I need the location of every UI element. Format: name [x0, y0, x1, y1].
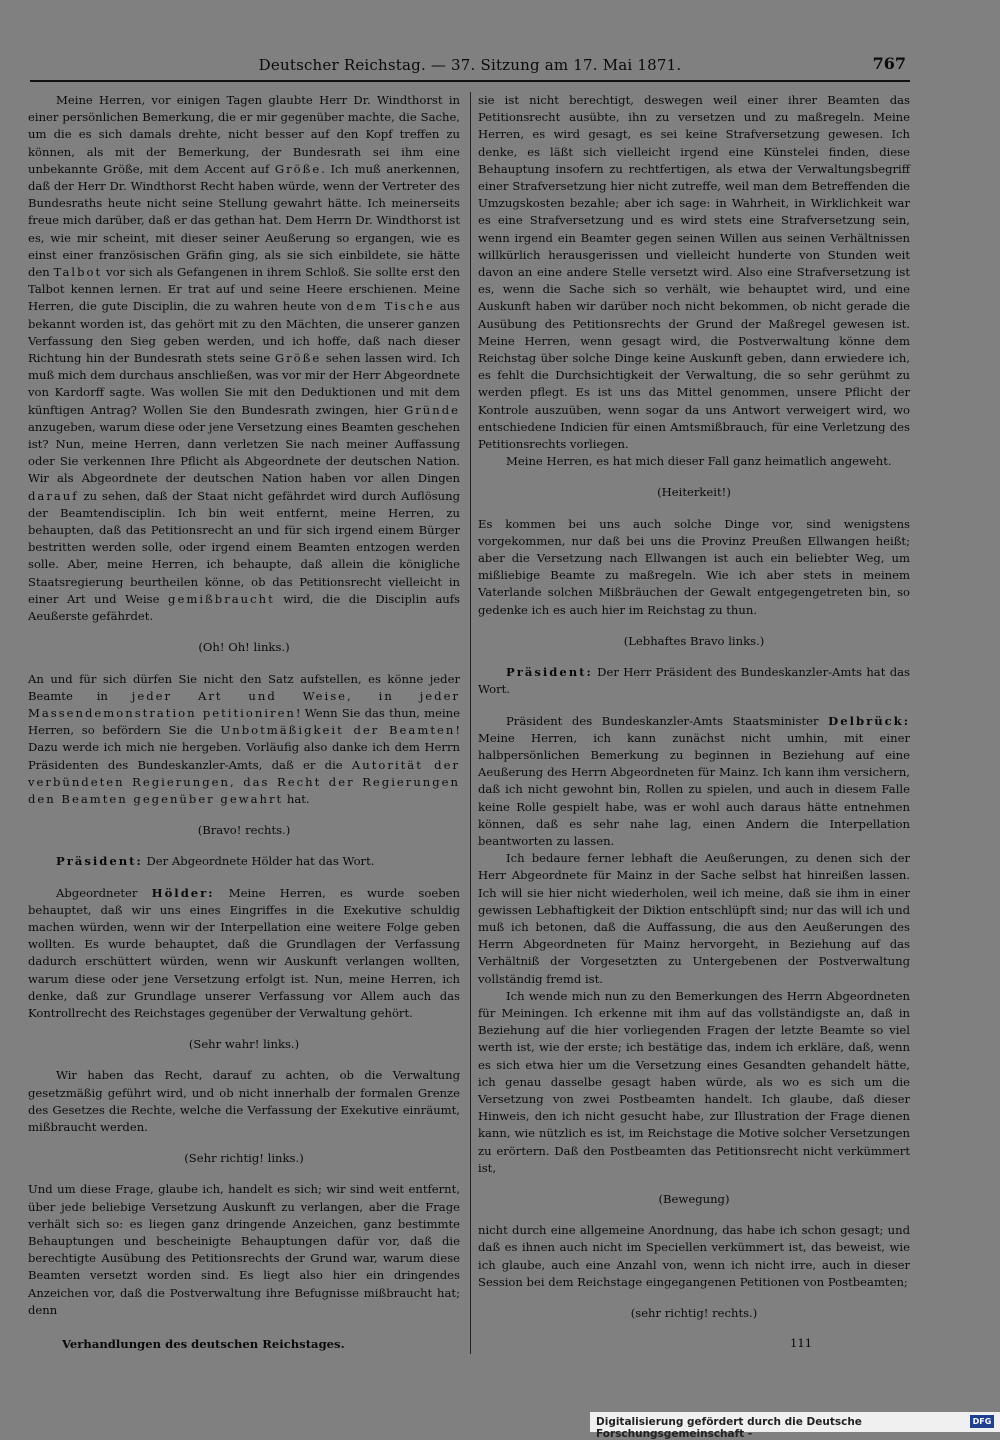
dfg-logo-icon: DFG — [970, 1415, 994, 1428]
paragraph: Es kommen bei uns auch solche Dinge vor, sind wenigstens vorgekommen, nur daß bei uns die Provinz Preußen Ellwangen heißt; aber die Versetzung nach Ellwangen ist auch ein beliebter Weg, um mißliebige Beamte zu maßregeln. Wie ich aber stets in meinem Vaterlande solchen Mißbräuchen der Gewalt entgegengetreten bin, so gedenke ich es auch hier im Reichstag zu thun. — [478, 516, 910, 617]
paragraph: Ich wende mich nun zu den Bemerkungen des Herrn Abgeordneten für Meiningen. Ich erkenne mit ihm auf das vollständigste an, daß in Beziehung auf die hier vorliegenden Fragen der letzte Beamte so viel werth ist, wie der erste; ich bestätige das, indem ich erkläre, daß, wenn es sich etwa hier um die Versetzung eines Gesandten gehandelt hätte, ich genau dasselbe gesagt haben würde, als wo es sich um die Versetzung von zwei Postbeamten handelt. Ich glaube, daß dieser Hinweis, den ich nicht gesucht habe, zur Illustration der Frage dienen kann, wie nützlich es ist, im Reichstage die Motive solcher Versetzungen zu erörtern. Daß den Postbeamten das Petitionsrecht nicht verkümmert ist, — [478, 988, 910, 1175]
interjection: (Sehr wahr! links.) — [188, 1037, 300, 1052]
interjection: (Lebhaftes Bravo links.) — [623, 633, 765, 648]
footer-publication: Verhandlungen des deutschen Reichstages. — [62, 1337, 345, 1351]
interjection: (Bewegung) — [658, 1191, 730, 1206]
running-head — [30, 52, 910, 82]
paragraph: nicht durch eine allgemeine Anordnung, das habe ich schon gesagt; und daß es ihnen auch nicht im Speciellen verkümmert ist, das beweist, wie ich glaube, auch eine Anzahl von, wenn ich nicht irre, auch in dieser Session bei dem Reichstage eingegangenen Petitionen von Postbeamten; — [478, 1223, 910, 1289]
page-header-title: Deutscher Reichstag. — 37. Sitzung am 17. Mai 1871. — [258, 56, 682, 74]
interjection: (Heiterkeit!) — [657, 485, 731, 500]
paragraph: Ich bedaure ferner lebhaft die Aeußerungen, zu denen sich der Herr Abgeordnete für Mainz in der Sache selbst hat hinreißen lassen. Ich will sie hier nicht wiederholen, weil ich meine, daß sie ihm in einer gewissen Lebhaftigkeit der Diktion entschlüpft sind; nur das will ich und muß ich betonen, daß die Auffassung, die aus den Aeußerungen des Herrn Abgeordneten für Mainz hervorgeht, in Beziehung auf das Verhältniß der Vorgesetzten zu Untergebenen der Postverwaltung vollständig fremd ist. — [478, 851, 910, 986]
interjection: (Bravo! rechts.) — [197, 823, 291, 838]
paragraph: Abgeordneter Hölder: Meine Herren, es wurde soeben behauptet, daß wir uns eines Eingriffes in die Exekutive schuldig machen würden, wenn wir der Interpellation eine weitere Folge geben wollten. Es wurde behauptet, daß die Grundlagen der Verfassung dadurch erschüttert würden, wenn wir Auskunft verlangen wollten, warum diese oder jene Versetzung erfolgt ist. Nun, meine Herren, ich denke, daß zur Grundlage unserer Verfassung vor Allem auch das Kontrollrecht des Reichstages gegenüber der Verwaltung gehört. — [28, 885, 460, 1020]
interjection: (sehr richtig! rechts.) — [630, 1306, 758, 1320]
paragraph: An und für sich dürfen Sie nicht den Satz aufstellen, es könne jeder Beamte in jeder Art und Weise, in jeder Massendemonstration petitioniren! Wenn Sie das thun, meine Herren, so befördern Sie die Unbotmäßigkeit der Beamten! Dazu werde ich mich nie hergeben. Vorläufig also danke ich dem Herrn Präsidenten des Bundeskanzler-Amts, daß er die Autorität der verbündeten Regierungen, das Recht der Regierungen den Beamten gegenüber gewahrt hat. — [28, 671, 460, 806]
paragraph: sie ist nicht berechtigt, deswegen weil einer ihrer Beamten das Petitionsrecht ausübte, ihn zu versetzen und zu maßregeln. Meine Herren, es wird gesagt, es sei keine Strafversetzung gewesen. Ich denke, es läßt sich vielleicht irgend eine Künstelei finden, diese Behauptung insofern zu rechtfertigen, als etwa der Verwaltungsbegriff einer Strafversetzung hier nicht zutreffe, weil man dem Betreffenden die Umzugskosten bezahle; aber ich sage: in Wahrheit, in Wirklichkeit war es eine Strafversetzung und es wird stets eine Strafversetzung sein, wenn irgend ein Beamter gegen seinen Willen aus seinen Verhältnissen willkürlich herausgerissen und vielleicht hunderte von Stunden weit davon an eine andere Stelle versetzt wird. Also eine Strafversetzung ist es, wenn die Sache sich so verhält, wie behauptet wird, und eine Auskunft haben wir darüber noch nicht bekommen, ob nicht gerade die Ausübung des Petitionsrechts der Grund der Maßregel gewesen ist. Meine Herren, wenn gesagt wird, die Postverwaltung könne dem Reichstag über solche Dinge keine Auskunft geben, dann erwiedere ich, es fehlt die Durchsichtigkeit der Verwaltung, die so sehr gerühmt zu werden pflegt. Es ist uns das Mittel genommen, unsere Pflicht der Kontrole auszuüben, wenn sogar da uns Antwort verweigert wird, wo entschiedene Indicien für einen Amtsmißbrauch, für eine Verletzung des Petitionsrechts vorliegen. — [478, 93, 910, 452]
column-divider — [470, 92, 471, 1354]
paragraph: Meine Herren, es hat mich dieser Fall ganz heimatlich angeweht. — [506, 454, 892, 469]
paragraph: Und um diese Frage, glaube ich, handelt es sich; wir sind weit entfernt, über jede beliebige Versetzung Auskunft zu verlangen, aber die Frage verhält sich so: es liegen ganz dringende Anzeichen, ganz bestimmte Behauptungen und bescheinigte Behauptungen dafür vor, daß die berechtigte Ausübung des Petitionsrechts der Grund war, warum diese Beamten versetzt worden sind. Es liegt also hier ein dringendes Anzeichen vor, daß die Postverwaltung ihre Befugnisse mißbraucht hat; denn — [28, 1182, 460, 1317]
paragraph: Meine Herren, vor einigen Tagen glaubte Herr Dr. Windthorst in einer persönlichen Bemerkung, die er mir gegenüber machte, die Sache, um die es sich damals drehte, nicht besser auf den Kopf treffen zu können, als mit der Bemerkung, der Bundesrath sei ihm eine unbekannte Größe, mit dem Accent auf Größe. Ich muß anerkennen, daß der Herr Dr. Windthorst Recht haben würde, wenn der Vertreter des Bundesraths heute nicht seine Stellung gewahrt hätte. Ich meinerseits freue mich darüber, daß er das gethan hat. Dem Herrn Dr. Windthorst ist es, wie mir scheint, mit dieser seiner Aeußerung so ergangen, wie es einst einer französischen Gräfin ging, als sie sich einbildete, sie hätte den Talbot vor sich als Gefangenen in ihrem Schloß. Sie sollte erst den Talbot kennen lernen. Er trat auf und seine Heere erschienen. Meine Herren, die gute Disciplin, die zu wahren heute von dem Tische aus bekannt worden ist, das gehört mit zu den Mächten, die unserer ganzen Verfassung den Sieg geben werden, und ich hoffe, daß nach dieser Richtung hin der Bundesrath stets seine Größe sehen lassen wird. Ich muß mich dem durchaus anschließen, was vor mir der Herr Abgeordnete von Kardorff sagte. Was wollen Sie mit den Deduktionen und mit dem künftigen Antrag? Wollen Sie den Bundesrath zwingen, hier Gründe anzugeben, warum diese oder jene Versetzung eines Beamten geschehen ist? Nun, meine Herren, dann verletzen Sie nach meiner Auffassung oder Sie verkennen Ihre Pflicht als Abgeordnete der deutschen Nation. Wir als Abgeordnete der deutschen Nation haben vor allen Dingen darauf zu sehen, daß der Staat nicht gefährdet wird durch Auflösung der Beamtendisciplin. Ich bin weit entfernt, meine Herren, zu behaupten, daß das Petitionsrecht an und für sich irgend einem Bürger bestritten werden solle, oder irgend einem Beamten entzogen werden solle. Aber, meine Herren, ich behaupte, daß allein die königliche Staatsregierung beurtheilen könne, ob das Petitionsrecht vielleicht in einer Art und Weise gemißbraucht wird, die die Disciplin aufs Aeußerste gefährdet. — [28, 93, 461, 624]
credit-bar — [590, 1412, 1000, 1440]
speaker-line: Präsident: Der Herr Präsident des Bundeskanzler-Amts hat das Wort. — [478, 665, 910, 697]
speaker-line: Präsident: Der Abgeordnete Hölder hat das Wort. — [56, 854, 375, 869]
interjection: (Sehr richtig! links.) — [184, 1151, 304, 1166]
signature-mark: 111 — [790, 1336, 813, 1350]
interjection: (Oh! Oh! links.) — [198, 640, 290, 655]
paragraph: Wir haben das Recht, darauf zu achten, ob die Verwaltung gesetzmäßig geführt wird, und ob nicht innerhalb der formalen Grenze des Gesetzes die Rechte, welche die Verfassung der Exekutive einräumt, mißbraucht werden. — [28, 1068, 460, 1134]
right-column — [478, 92, 910, 1336]
page-number: 767 — [872, 54, 906, 73]
left-column — [28, 92, 460, 1319]
paragraph: Präsident des Bundeskanzler-Amts Staatsminister Delbrück: Meine Herren, ich kann zunächst nicht umhin, mit einer halbpersönlichen Bemerkung zu beginnen in Beziehung auf eine Aeußerung des Herrn Abgeordneten für Mainz. Ich kann ihm versichern, daß ich nicht gewohnt bin, Rollen zu spielen, und auch in diesem Falle keine Rolle gespielt habe, was er wohl auch daraus hätte entnehmen können, daß es sehr nahe lag, einen Andern die Interpellation beantworten zu lassen. — [478, 713, 910, 848]
credit-text: Digitalisierung gefördert durch die Deutsche Forschungsgemeinschaft - — [596, 1416, 862, 1440]
